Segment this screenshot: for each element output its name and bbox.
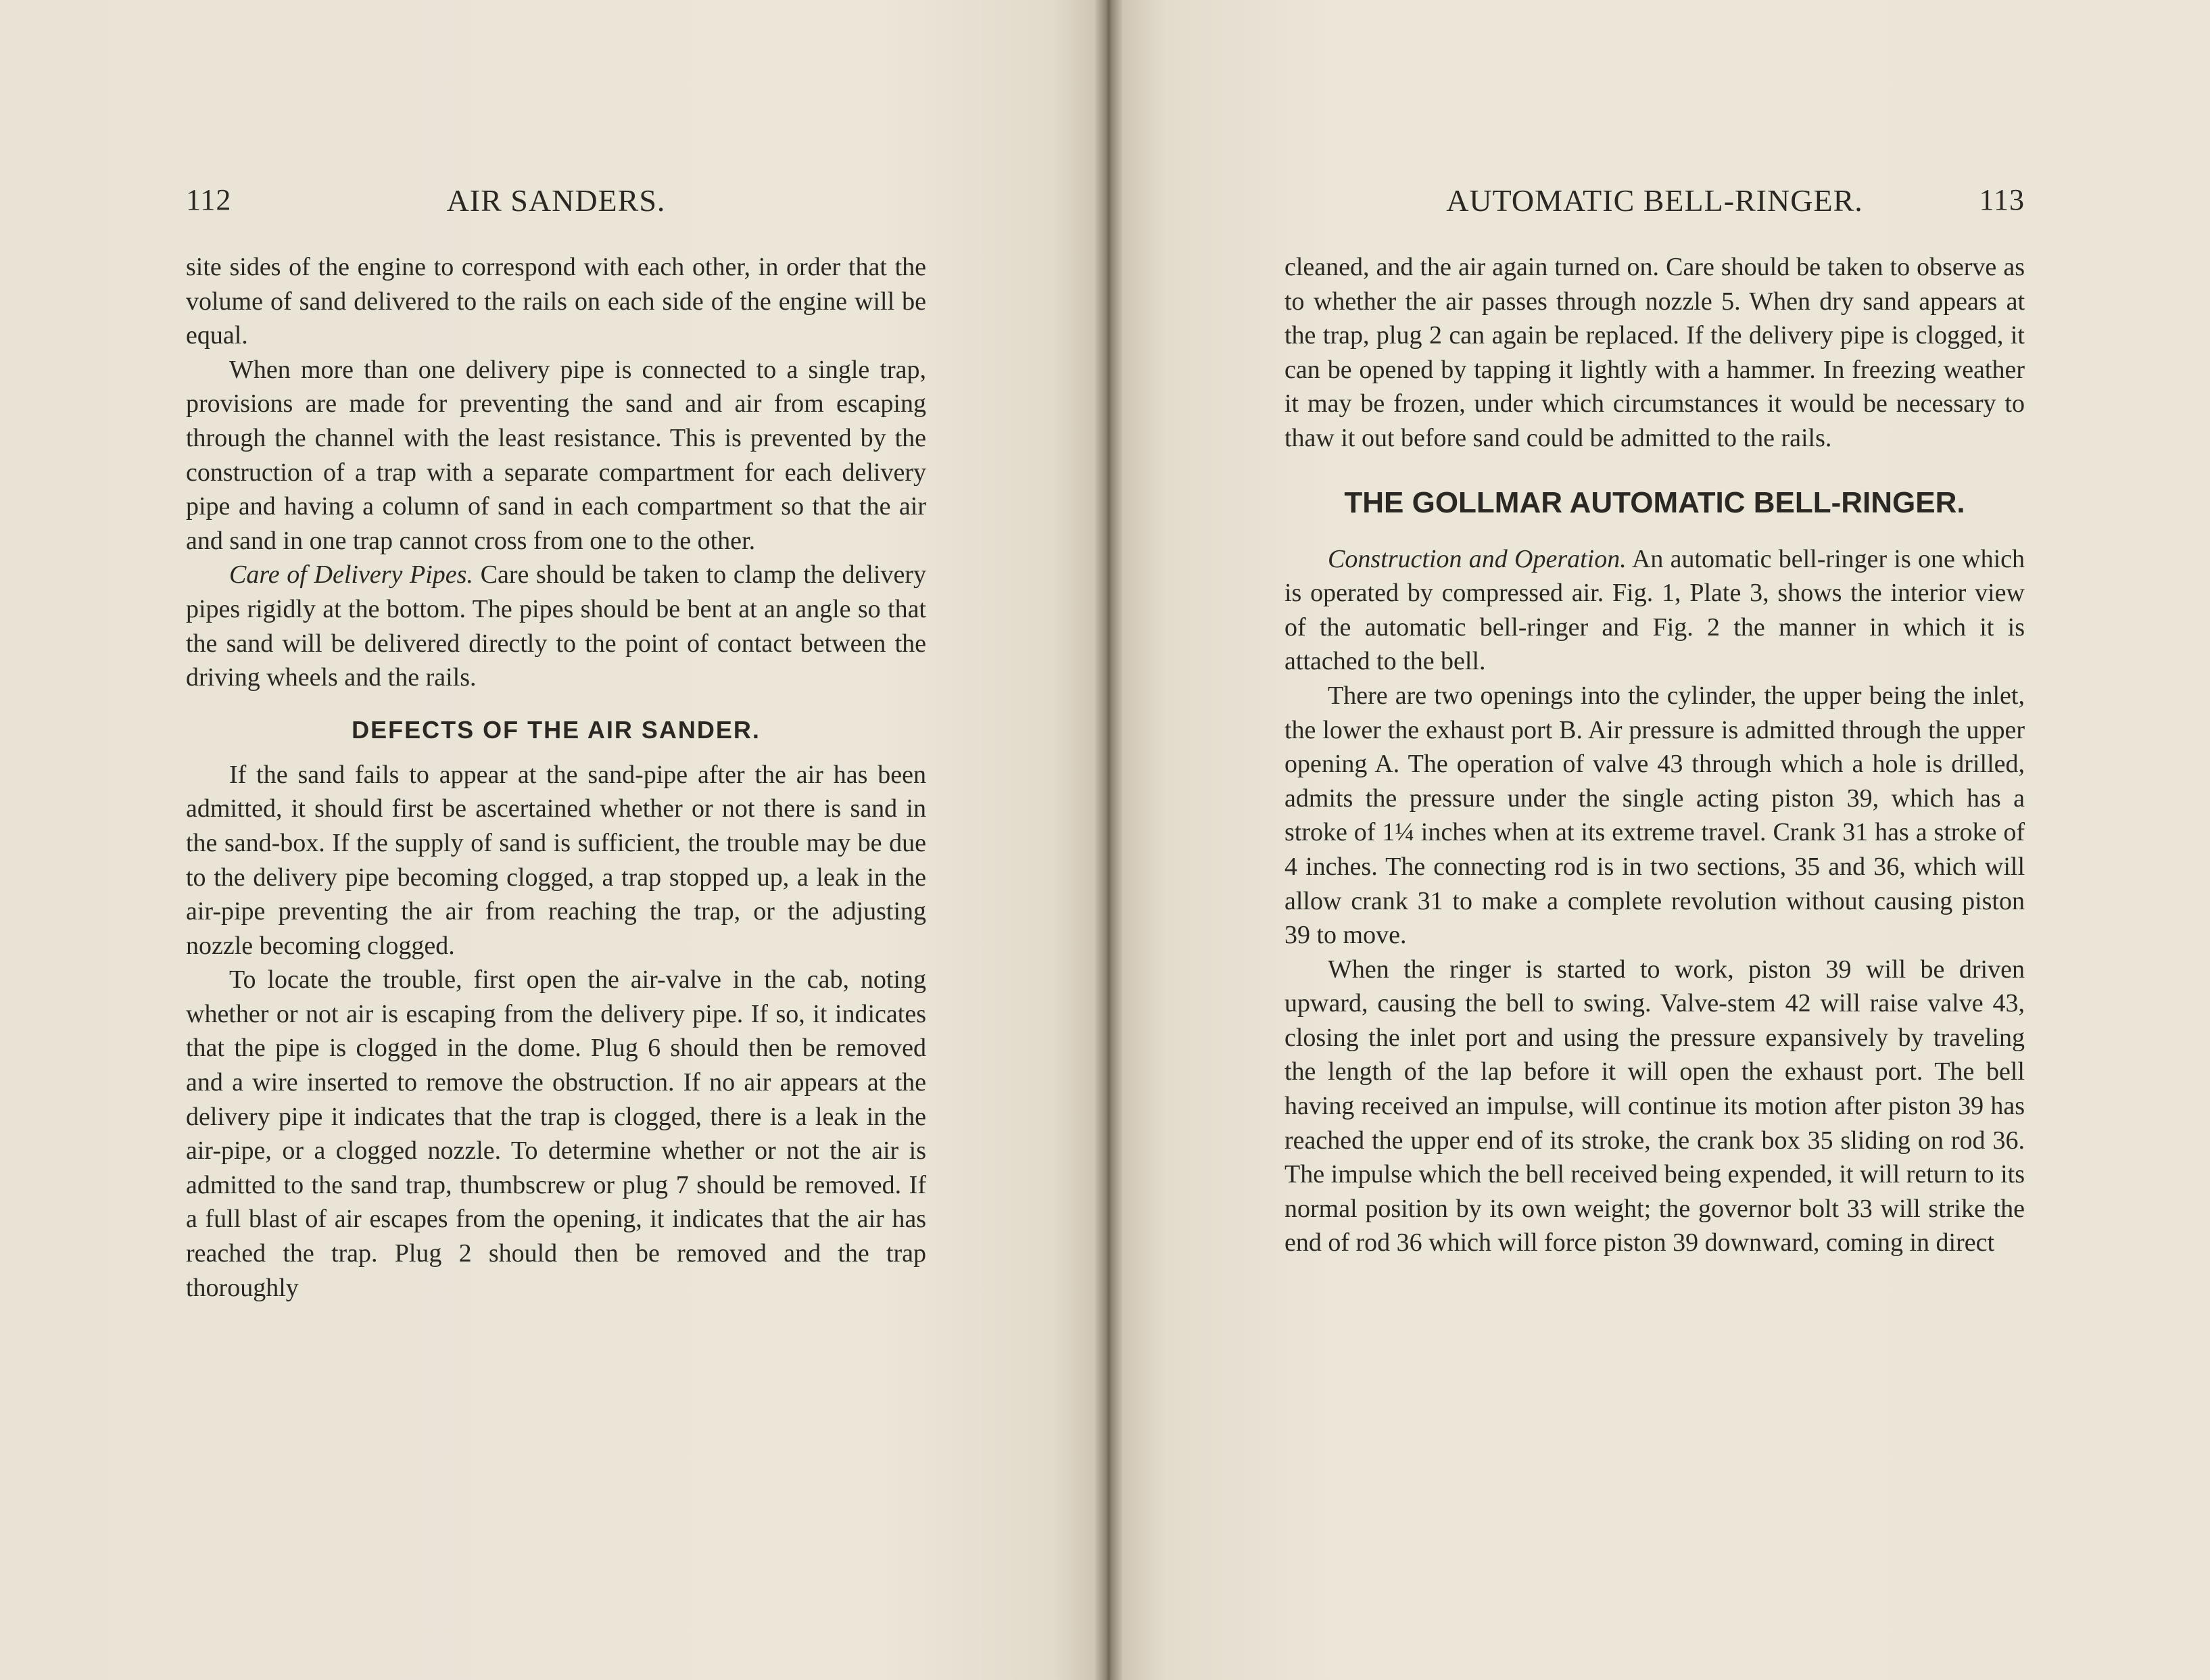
paragraph — [186, 558, 926, 694]
paragraph: When more than one delivery pipe is connected to a single trap, provisions are made for preventing the sand and air from escaping through the channel with the least resistance. This is prevented by the construction of a trap with a separate compartment for each delivery pipe and having a column of sand in each compartment so that the air and sand in one trap cannot cross from one to the other. — [186, 355, 926, 555]
paragraph-text: An automatic bell-ringer is one which is operated by compressed air. Fig. 1, Plate 3, shows the interior view of the automatic bell-ringer and Fig. 2 the manner in which it is attached to the bell. — [1284, 544, 2025, 676]
right-running-head — [1284, 183, 2025, 237]
paragraph — [1284, 542, 2025, 679]
paragraph: If the sand fails to appear at the sand-pipe after the air has been admitted, it should first be ascertained whether or not there is sand in the sand-box. If the supply of sand is sufficient, the trouble may be due to the delivery pipe becoming clogged, a trap stopped up, a leak in the air-pipe preventing the air from reaching the trap, or the adjusting nozzle becoming clogged. — [186, 760, 926, 960]
right-page-number: 113 — [1979, 183, 2025, 216]
left-page-number: 112 — [186, 183, 232, 216]
paragraph-text: Care should be taken to clamp the delivery pipes rigidly at the bottom. The pipes should be bent at an angle so that the sand will be delivered directly to the point of contact between the driving wheels and the rails. — [186, 560, 926, 692]
paragraph: There are two openings into the cylinder, the upper being the inlet, the lower the exhaust port B. Air pressure is admitted through the upper opening A. The operation of valve 43 through which a hole is drilled, admits the pressure under the single acting piston 39, which has a stroke of 1¼ inches when at its extreme travel. Crank 31 has a stroke of 4 inches. The connecting rod is in two sections, 35 and 36, which will allow crank 31 to make a complete revolution without causing piston 39 to move. — [1284, 681, 2025, 950]
section-heading: DEFECTS OF THE AIR SANDER. — [352, 715, 761, 744]
paragraph-lead: Care of Delivery Pipes. — [229, 560, 473, 590]
paragraph: cleaned, and the air again turned on. Care should be taken to observe as to whether the air passes through nozzle 5. When dry sand appears at the trap, plug 2 can again be replaced. If the delivery pipe is clogged, it can be opened by tapping it lightly with a hammer. In freezing weather it may be frozen, under which circumstances it would be necessary to thaw it out before sand could be admitted to the rails. — [1284, 253, 2025, 452]
right-page-body — [1284, 250, 2025, 1260]
book-gutter — [1095, 0, 1122, 1680]
paragraph: site sides of the engine to correspond with each other, in order that the volume of sand delivered to the rails on each side of the engine will be equal. — [186, 253, 926, 350]
left-running-head — [186, 183, 926, 237]
paragraph: When the ringer is started to work, piston 39 will be driven upward, causing the bell to swing. Valve-stem 42 will raise valve 43, closing the inlet port and using the pressure expansively by traveling the length of the lap before it will open the exhaust port. The bell having received an impulse, will continue its motion after piston 39 has reached the upper end of its stroke, the crank box 35 sliding on rod 36. The impulse which the bell received being expended, it will return to its normal position by its own weight; the governor bolt 33 will strike the end of rod 36 which will force piston 39 downward, coming in direct — [1284, 955, 2025, 1257]
paragraph: To locate the trouble, first open the air-valve in the cab, noting whether or not air is escaping from the delivery pipe. If so, it indicates that the pipe is clogged in the dome. Plug 6 should then be removed and a wire inserted to remove the obstruction. If no air appears at the delivery pipe it indicates that the trap is clogged, there is a leak in the air-pipe, or a clogged nozzle. To determine whether or not the air is admitted to the sand trap, thumbscrew or plug 7 should be removed. If a full blast of air escapes from the opening, it indicates that the air has reached the trap. Plug 2 should then be removed and the trap thoroughly — [186, 965, 926, 1302]
paragraph-lead: Construction and Operation. — [1328, 544, 1627, 573]
right-running-title: AUTOMATIC BELL-RINGER. — [1446, 183, 1863, 218]
left-running-title: AIR SANDERS. — [446, 183, 666, 218]
section-heading: THE GOLLMAR AUTOMATIC BELL-RINGER. — [1344, 485, 1965, 519]
left-page-body — [186, 250, 926, 1305]
